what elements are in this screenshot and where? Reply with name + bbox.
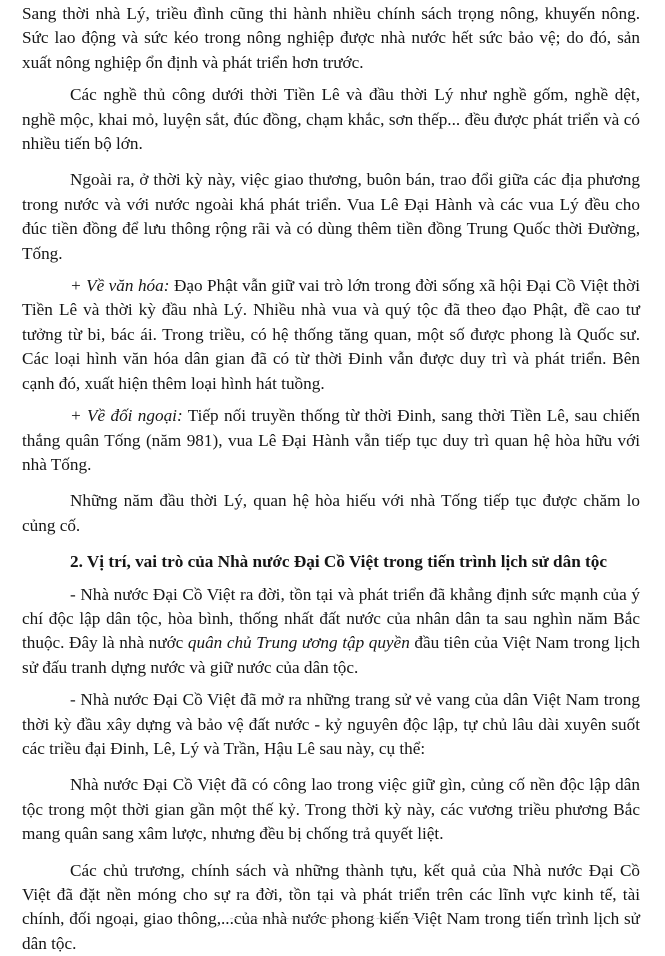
culture-label: + Về văn hóa:	[70, 276, 170, 296]
position-text-after: đầu tiên của Việt Nam trong lịch sử đấu tranh dựng nước và giữ nước của dân tộc.	[22, 633, 641, 677]
paragraph-ly-agriculture: Sang thời nhà Lý, triều đình cũng thi hành nhiều chính sách trọng nông, khuyến nông. Sức lao động và sức kéo trong nông nghiệp được nhà nước hết sức bảo vệ; do đó, sản xuất nông nghiệp ổn định và phát triển hơn trước.	[22, 4, 640, 72]
culture-text: Đạo Phật vẫn giữ vai trò lớn trong đời sống xã hội Đại Cồ Việt thời Tiền Lê và thời kỳ đầu nhà Lý. Nhiều nhà vua và quý tộc đã theo đạo Phật, đề cao tư tưởng từ bi, bác ái. Trong triều, có hệ thống tăng quan, một số được phong là Quốc sư. Các loại hình văn hóa dân gian đã có từ thời Đinh vẫn được duy trì và phát triển. Bên cạnh đó, xuất hiện thêm loại hình hát tuồng.	[22, 276, 640, 393]
section-heading: 2. Vị trí, vai trò của Nhà nước Đại Cồ Việt trong tiến trình lịch sử dân tộc	[70, 552, 608, 572]
paragraph-trade: Ngoài ra, ở thời kỳ này, việc giao thương, buôn bán, trao đổi giữa các địa phương trong nước và với nước ngoài khá phát triển. Vua Lê Đại Hành và các vua Lý đều cho đúc tiền đồng để lưu thông rộng rãi và có dùng thêm tiền đồng Trung Quốc thời Đường, Tống.	[22, 170, 640, 263]
paragraph-independence: Nhà nước Đại Cồ Việt đã có công lao trong việc giữ gìn, củng cố nền độc lập dân tộc trong một thời gian gần một thế kỷ. Trong thời kỳ này, các vương triều phương Bắc mang quân sang xâm lược, nhưng đều bị chống trả quyết liệt.	[22, 775, 640, 844]
paragraph-foundation: Các chủ trương, chính sách và những thành tựu, kết quả của Nhà nước Đại Cồ Việt đã đặt nền móng cho sự ra đời, tồn tại và phát triển trên các lĩnh vực kinh tế, tài chính, đối ngoại, giao thông,...của nhà nước phong kiến Việt Nam trong tiến trình lịch sử dân tộc.	[22, 860, 640, 953]
paragraph-foreign-relations	[22, 404, 640, 477]
position-text-before: - Nhà nước Đại Cồ Việt ra đời, tồn tại và phát triển đã khẳng định sức mạnh của ý chí độc lập dân tộc, hòa bình, thống nhất đất nước của nhân dân ta sau nghìn năm Bắc thuộc. Đây là nhà nước	[22, 584, 640, 653]
paragraph-ly-song-relations: Những năm đầu thời Lý, quan hệ hòa hiếu với nhà Tống tiếp tục được chăm lo củng cố.	[22, 491, 640, 535]
document-body	[22, 2, 640, 956]
paragraph-glorious-history: - Nhà nước Đại Cồ Việt đã mở ra những trang sử vẻ vang của dân Việt Nam trong thời kỳ đầu xây dựng và bảo vệ đất nước - kỷ nguyên độc lập, tự chủ lâu dài xuyên suốt các triều đại Đinh, Lê, Lý và Trần, Hậu Lê sau này, cụ thể:	[22, 690, 640, 758]
centralized-monarchy-term: quân chủ Trung ương tập quyền	[187, 633, 410, 653]
scan-footer-line	[230, 918, 430, 920]
foreign-relations-text: Tiếp nối truyền thống từ thời Đinh, sang thời Tiền Lê, sau chiến thắng quân Tống (năm 981), vua Lê Đại Hành vẫn tiếp tục duy trì quan hệ hòa hữu với nhà Tống.	[22, 406, 640, 474]
paragraph-position-state	[22, 583, 640, 681]
paragraph-handicrafts: Các nghề thủ công dưới thời Tiền Lê và đầu thời Lý như nghề gốm, nghề dệt, nghề mộc, khai mỏ, luyện sắt, đúc đồng, chạm khắc, sơn thếp... đều được phát triển và có nhiều tiến bộ lớn.	[22, 85, 640, 154]
foreign-relations-label: + Về đối ngoại:	[70, 406, 183, 426]
paragraph-culture	[22, 274, 640, 396]
